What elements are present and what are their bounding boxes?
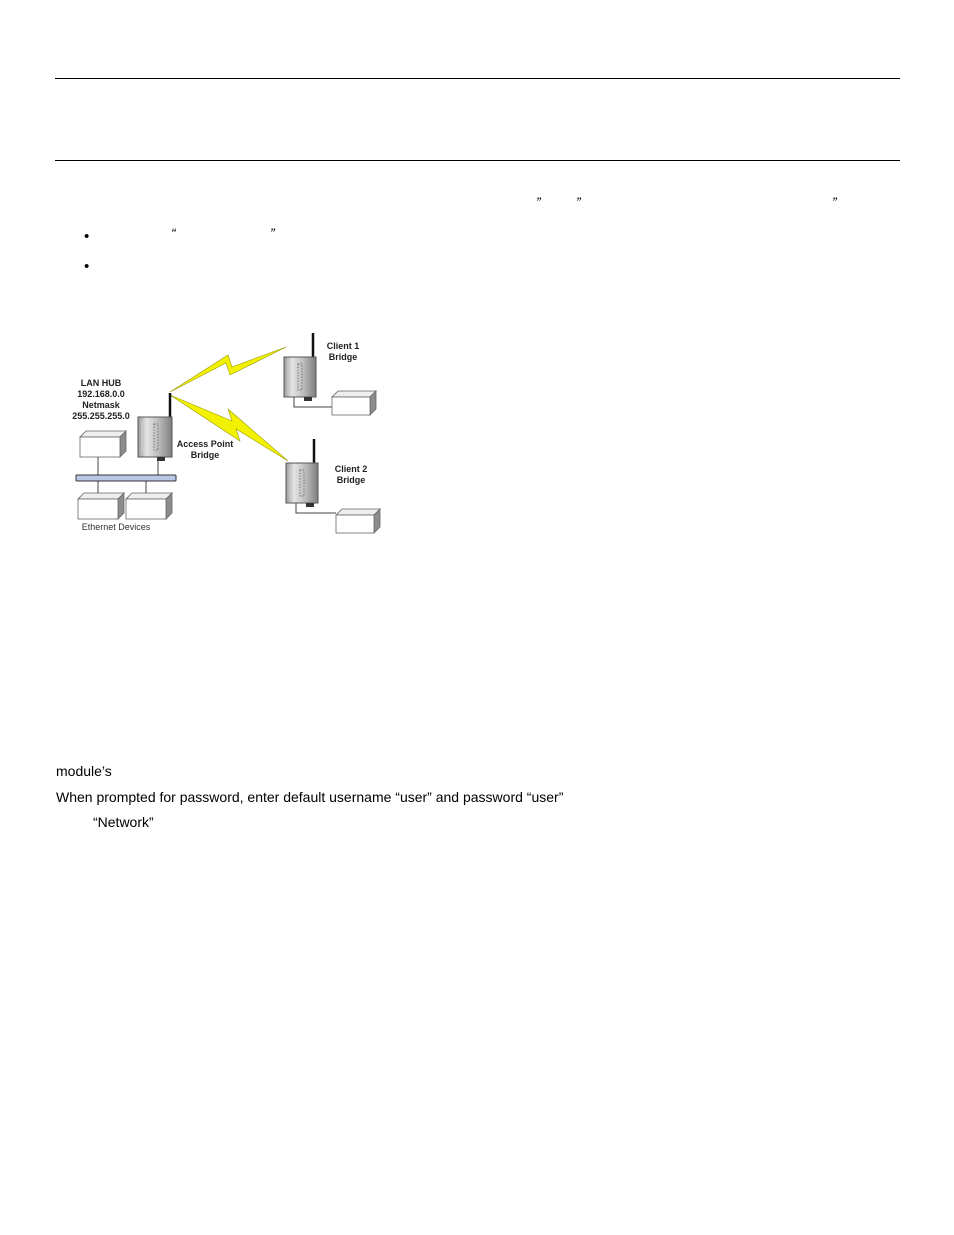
lan-hub-ip-label: 192.168.0.0 <box>77 389 125 399</box>
ethernet-device-icon <box>332 391 376 415</box>
network-diagram-svg <box>66 325 386 540</box>
ethernet-device-icon <box>78 493 124 519</box>
network-menu-text: “Network” <box>93 814 154 830</box>
lan-hub-label: LAN HUB <box>80 378 122 388</box>
ethernet-device-icon <box>80 431 126 457</box>
client-2-bridge-label: Bridge <box>336 475 366 485</box>
client-1-bridge-icon <box>284 357 316 401</box>
intro-quote-close-2: ” <box>576 194 581 210</box>
ethernet-device-icon <box>336 509 380 533</box>
bullet-marker: • <box>84 228 90 245</box>
bullet-quote-close: ” <box>270 225 275 241</box>
ethernet-device-icon <box>126 493 172 519</box>
ethernet-cable <box>294 397 332 407</box>
wireless-link-bolt <box>170 347 286 392</box>
wireless-link-bolt <box>170 395 288 461</box>
ethernet-devices-caption: Ethernet Devices <box>81 522 151 532</box>
header-bottom-rule <box>55 160 900 161</box>
bullet-quote-open: “ <box>171 225 176 241</box>
access-point-bridge-icon <box>138 417 172 461</box>
top-rule <box>55 78 900 79</box>
lan-hub-netmask-value: 255.255.255.0 <box>72 411 130 421</box>
client-2-label: Client 2 <box>334 464 368 474</box>
bullet-marker: • <box>84 258 90 275</box>
intro-quote-close-1: ” <box>536 194 541 210</box>
access-point-bridge-label: Bridge <box>190 450 220 460</box>
network-diagram <box>66 325 386 540</box>
module-text: module’s <box>56 763 112 779</box>
lan-hub-bar <box>76 475 176 481</box>
access-point-label: Access Point <box>176 439 234 449</box>
client-1-bridge-label: Bridge <box>328 352 358 362</box>
client-2-bridge-icon <box>286 463 318 507</box>
lan-hub-netmask-label: Netmask <box>82 400 120 410</box>
client-1-label: Client 1 <box>326 341 360 351</box>
ethernet-cable <box>296 503 336 513</box>
intro-quote-close-3: ” <box>832 194 837 210</box>
password-instruction-text: When prompted for password, enter default username “user” and password “user” <box>56 789 564 805</box>
